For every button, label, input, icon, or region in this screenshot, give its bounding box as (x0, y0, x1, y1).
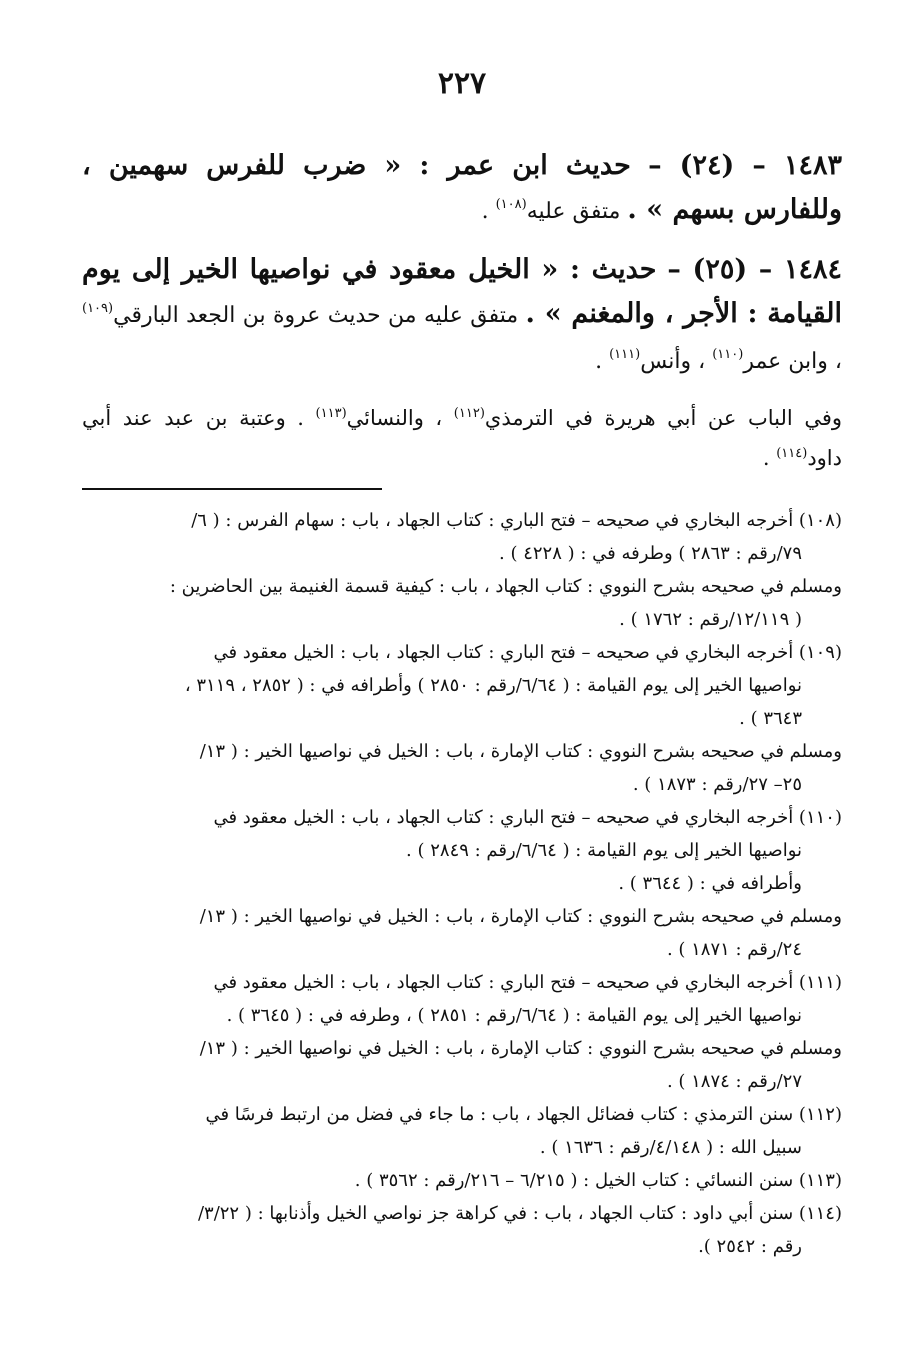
hadith-grading: ، وأنس (640, 349, 713, 374)
footnote-line: ومسلم في صحيحه بشرح النووي : كتاب الإمارة ، باب : الخيل في نواصيها الخير : ( ١٣/ (199, 1038, 842, 1059)
footnote-line: ومسلم في صحيحه بشرح النووي : كتاب الجهاد ، باب : كيفية قسمة الغنيمة بين الحاضرين : (169, 576, 842, 597)
footnote-line: نواصيها الخير إلى يوم القيامة : ( ٦/٦٤/رقم : ٢٨٤٩ ) . (406, 840, 802, 861)
footnote-ref: (١٠٩) (82, 301, 114, 316)
footnote-line: (١١٣) سنن النسائي : كتاب الخيل : ( ٦/٢١٥ – ٢١٦/رقم : ٣٥٦٢ ) . (354, 1170, 842, 1191)
footnote-line: ٢٤/رقم : ١٨٧١ ) . (666, 939, 802, 960)
footnote-ref: (١١٢) (453, 406, 485, 421)
footnote-line: نواصيها الخير إلى يوم القيامة : ( ٦/٦٤/رقم : ٢٨٥١ ) ، وطرفه في : ( ٣٦٤٥ ) . (226, 1005, 802, 1026)
footnote-line: ومسلم في صحيحه بشرح النووي : كتاب الإمارة ، باب : الخيل في نواصيها الخير : ( ١٣/ (199, 741, 842, 762)
hadith-text: حديث : « الخيل معقود في نواصيها الخير إلى يوم القيامة : الأجر ، والمغنم » . (82, 254, 842, 329)
hadith-grading: متفق عليه (526, 199, 628, 224)
bab-note-text: ، والنسائي (346, 406, 454, 430)
bab-note-text: . وعتبة بن عبد عند أبي داود (82, 406, 842, 470)
footnote-ref: (١١١) (609, 347, 641, 362)
footnote-line: ٢٥– ٢٧/رقم : ١٨٧٣ ) . (632, 774, 802, 795)
footnote-line: (١٠٨) أخرجه البخاري في صحيحه – فتح الباري : كتاب الجهاد ، باب : سهام الفرس : ( ٦/ (191, 510, 842, 531)
hadith-1484 (82, 248, 842, 384)
bab-note-text: وفي الباب عن أبي هريرة في الترمذي (484, 406, 842, 430)
footnote-line: رقم : ٢٥٤٢ ). (698, 1236, 802, 1257)
hadith-1483 (82, 144, 842, 234)
hadith-grading: ، وابن عمر (743, 349, 842, 374)
footnote-ref: (١١٣) (315, 406, 347, 421)
footnote-line: (١١٢) سنن الترمذي : كتاب فضائل الجهاد ، باب : ما جاء في فضل من ارتبط فرسًا في (205, 1104, 842, 1125)
page-number: ٢٢٧ (437, 66, 487, 101)
footnotes (82, 504, 842, 1263)
footnote-line: ( ١٢/١١٩/رقم : ١٧٦٢ ) . (619, 609, 802, 630)
hadith-grading: متفق عليه من حديث عروة بن الجعد البارقي (113, 303, 526, 328)
bab-note (82, 398, 842, 478)
footnote-line: (١١٠) أخرجه البخاري في صحيحه – فتح الباري : كتاب الجهاد ، باب : الخيل معقود في (213, 807, 842, 828)
footnote-line: ومسلم في صحيحه بشرح النووي : كتاب الإمارة ، باب : الخيل في نواصيها الخير : ( ١٣/ (199, 906, 842, 927)
footnote-line: (١٠٩) أخرجه البخاري في صحيحه – فتح الباري : كتاب الجهاد ، باب : الخيل معقود في (213, 642, 842, 663)
hadith-number: ١٤٨٣ – (٢٤) – (648, 150, 842, 181)
hadith-end: . (595, 349, 610, 374)
footnote-ref: (١١٠) (712, 347, 744, 362)
bab-note-text: . (762, 446, 777, 470)
footnote-ref: (١١٤) (776, 446, 808, 461)
footnote-divider (82, 488, 382, 490)
footnote-line: ٢٧/رقم : ١٨٧٤ ) . (666, 1071, 802, 1092)
footnote-line: سبيل الله : ( ٤/١٤٨/رقم : ١٦٣٦ ) . (539, 1137, 802, 1158)
hadith-end: . (481, 199, 496, 224)
hadith-number: ١٤٨٤ – (٢٥) – (667, 254, 842, 285)
footnote-ref: (١٠٨) (495, 197, 527, 212)
footnote-line: ٧٩/رقم : ٢٨٦٣ ) وطرفه في : ( ٤٢٢٨ ) . (499, 543, 802, 564)
hadith-text: حديث ابن عمر : « ضرب للفرس سهمين ، وللفارس بسهم » . (82, 150, 842, 225)
footnote-line: وأطرافه في : ( ٣٦٤٤ ) . (618, 873, 802, 894)
footnote-line: (١١٤) سنن أبي داود : كتاب الجهاد ، باب : في كراهة جز نواصي الخيل وأذنابها : ( ٣/٢٢/ (197, 1203, 842, 1224)
footnote-line: نواصيها الخير إلى يوم القيامة : ( ٦/٦٤/رقم : ٢٨٥٠ ) وأطرافه في : ( ٢٨٥٢ ، ٣١١٩ ، (184, 675, 802, 696)
footnote-line: (١١١) أخرجه البخاري في صحيحه – فتح الباري : كتاب الجهاد ، باب : الخيل معقود في (213, 972, 842, 993)
footnote-line: ٣٦٤٣ ) . (739, 708, 802, 729)
